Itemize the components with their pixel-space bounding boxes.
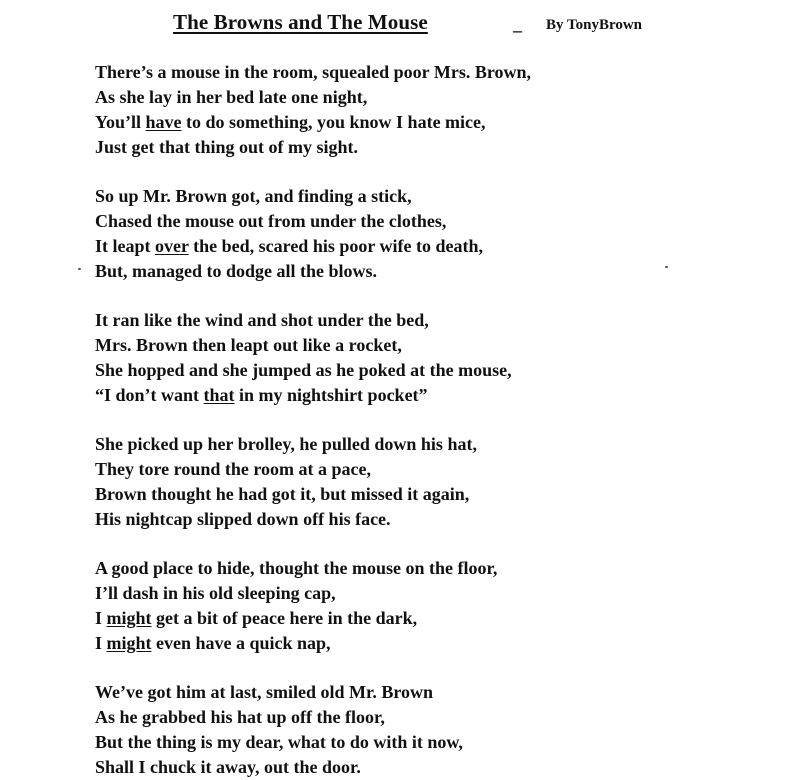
poem-line [95, 482, 775, 507]
line-text: We’ve got him at last, smiled old Mr. Brown [95, 682, 433, 702]
poem-line [95, 432, 775, 457]
poem-line [95, 110, 775, 135]
poem-stanza [95, 308, 775, 408]
stanza-gap [95, 656, 775, 680]
poem-body [95, 60, 775, 780]
stanza-gap [95, 408, 775, 432]
line-text: A good place to hide, thought the mouse on the floor, [95, 558, 498, 578]
poem-line [95, 184, 775, 209]
line-text: even have a quick nap, [151, 633, 331, 653]
line-text: Just get that thing out of my sight. [95, 137, 359, 157]
line-text: “I don’t want [95, 385, 204, 405]
underlined-word: over [155, 236, 189, 256]
poem-line [95, 234, 775, 259]
poem-stanza [95, 556, 775, 656]
poem-line [95, 333, 775, 358]
line-text: to do something, you know I hate mice, [181, 112, 486, 132]
line-text: I [95, 633, 107, 653]
poem-line [95, 730, 775, 755]
poem-line [95, 680, 775, 705]
line-text: Chased the mouse out from under the clothes, [95, 211, 447, 231]
poem-stanza [95, 60, 775, 160]
line-text: Shall I chuck it away, out the door. [95, 757, 361, 777]
author-byline: By TonyBrown [546, 17, 643, 33]
line-text: It leapt [95, 236, 155, 256]
line-text: But the thing is my dear, what to do with it now, [95, 732, 463, 752]
stanza-gap [95, 532, 775, 556]
line-text: Brown thought he had got it, but missed it again, [95, 484, 470, 504]
poem-line [95, 507, 775, 532]
line-text: It ran like the wind and shot under the bed, [95, 310, 429, 330]
title-dash: _ [513, 14, 522, 34]
poem-line [95, 383, 775, 408]
line-text: get a bit of peace here in the dark, [151, 608, 418, 628]
underlined-word: might [106, 608, 152, 628]
line-text: I [95, 608, 107, 628]
line-text: They tore round the room at a pace, [95, 459, 371, 479]
line-text: But, managed to dodge all the blows. [95, 261, 378, 281]
document-title: The Browns and The Mouse [173, 10, 428, 34]
line-text: She picked up her brolley, he pulled down his hat, [95, 434, 477, 454]
line-text: the bed, scared his poor wife to death, [188, 236, 483, 256]
line-text: in my nightshirt pocket” [234, 385, 428, 405]
poem-stanza [95, 432, 775, 532]
underlined-word: might [106, 633, 152, 653]
poem-line [95, 209, 775, 234]
poem-line [95, 259, 775, 284]
poem-line [95, 606, 775, 631]
line-text: There’s a mouse in the room, squealed poor Mrs. Brown, [95, 62, 532, 82]
poem-stanza [95, 680, 775, 780]
poem-line [95, 705, 775, 730]
stanza-gap [95, 160, 775, 184]
poem-stanza [95, 184, 775, 284]
poem-line [95, 581, 775, 606]
poem-line [95, 358, 775, 383]
line-text: So up Mr. Brown got, and finding a stick, [95, 186, 412, 206]
poem-line [95, 631, 775, 656]
poem-line [95, 755, 775, 780]
stanza-gap [95, 284, 775, 308]
line-text: I’ll dash in his old sleeping cap, [95, 583, 336, 603]
underlined-word: have [145, 112, 182, 132]
line-text: You’ll [95, 112, 146, 132]
line-text: His nightcap slipped down off his face. [95, 509, 391, 529]
line-text: Mrs. Brown then leapt out like a rocket, [95, 335, 402, 355]
underlined-word: that [203, 385, 235, 405]
poem-line [95, 457, 775, 482]
poem-line [95, 60, 775, 85]
poem-line [95, 556, 775, 581]
scan-speck [78, 268, 81, 270]
line-text: She hopped and she jumped as he poked at the mouse, [95, 360, 512, 380]
poem-line [95, 135, 775, 160]
poem-line [95, 85, 775, 110]
line-text: As she lay in her bed late one night, [95, 87, 368, 107]
poem-line [95, 308, 775, 333]
line-text: As he grabbed his hat up off the floor, [95, 707, 385, 727]
